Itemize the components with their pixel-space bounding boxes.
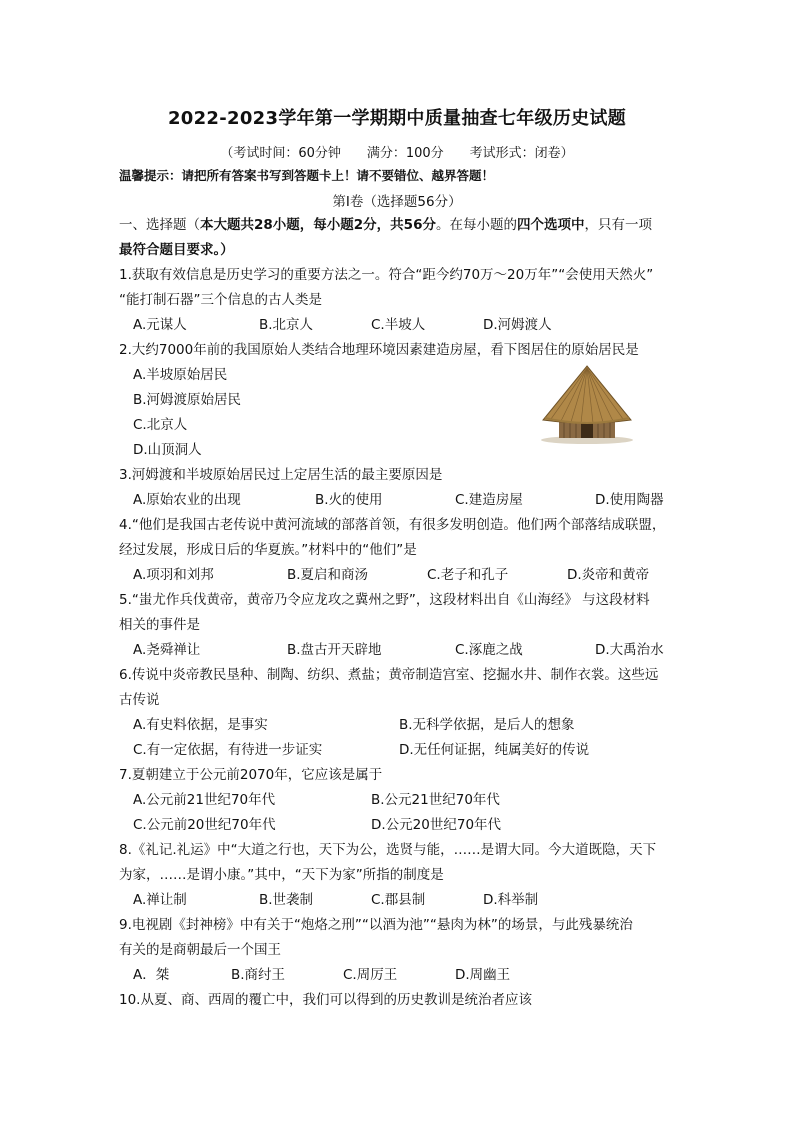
q3-option-b: B.火的使用	[315, 492, 383, 508]
q7-option-d: D.公元20世纪70年代	[371, 817, 502, 833]
exam-title: 2022-2023学年第一学期期中质量抽查七年级历史试题	[167, 108, 627, 129]
q7-option-a: A.公元前21世纪70年代	[133, 792, 276, 808]
q2-option-c: C.北京人	[133, 417, 188, 433]
q5-option-b: B.盘古开天辟地	[287, 642, 382, 658]
q9-option-b: B.商纣王	[231, 967, 286, 983]
part-title: 第Ⅰ卷（选择题56分）	[332, 194, 462, 210]
section-heading-e: ，只有一项	[584, 217, 652, 233]
q3-option-a: A.原始农业的出现	[133, 492, 241, 508]
q7-option-c: C.公元前20世纪70年代	[133, 817, 276, 833]
section-heading-b: 本大题共28小题，每小题2分，共56分	[200, 217, 436, 233]
q5-option-c: C.涿鹿之战	[455, 642, 523, 658]
q8-stem-line1: 8.《礼记.礼运》中“大道之行也，天下为公，选贤与能，……是谓大同。今大道既隐，天下	[119, 842, 657, 858]
q9-stem-line2: 有关的是商朝最后一个国王	[119, 942, 281, 958]
q9-option-d: D.周幽王	[455, 967, 511, 983]
q2-stem: 2.大约7000年前的我国原始人类结合地理环境因素建造房屋，看下图居住的原始居民是	[119, 342, 639, 358]
q5-option-a: A.尧舜禅让	[133, 642, 201, 658]
q4-option-c: C.老子和孔子	[427, 567, 509, 583]
q6-option-d: D.无任何证据，纯属美好的传说	[399, 742, 590, 758]
q6-stem-line2: 古传说	[119, 692, 160, 708]
q6-option-b: B.无科学依据，是后人的想象	[399, 717, 575, 733]
q9-stem-line1: 9.电视剧《封神榜》中有关于“炮烙之刑”“以酒为池”“悬肉为林”的场景，与此残暴统治	[119, 917, 633, 933]
section-heading-line2: 最符合题目要求。）	[119, 242, 234, 258]
q1-option-a: A.元谋人	[133, 317, 187, 333]
section-heading	[119, 216, 652, 234]
q6-option-c: C.有一定依据，有待进一步证实	[133, 742, 323, 758]
q5-stem-line1: 5.“蚩尤作兵伐黄帝，黄帝乃令应龙攻之冀州之野”，这段材料出自《山海经》 与这段材料	[119, 592, 650, 608]
q9-option-c: C.周厉王	[343, 967, 398, 983]
q9-option-a: A．桀	[133, 967, 170, 983]
q7-stem: 7.夏朝建立于公元前2070年，它应该是属于	[119, 767, 383, 783]
thatched-hut-image	[537, 364, 637, 444]
q1-stem-line2: “能打制石器”三个信息的古人类是	[119, 292, 322, 308]
q1-option-c: C.半坡人	[371, 317, 426, 333]
section-heading-a: 一、选择题（	[119, 217, 200, 233]
q4-option-a: A.项羽和刘邦	[133, 567, 214, 583]
q2-option-d: D.山顶洞人	[133, 442, 202, 458]
exam-info: （考试时间：60分钟 满分：100分 考试形式：闭卷）	[220, 146, 574, 161]
q5-stem-line2: 相关的事件是	[119, 617, 200, 633]
q5-option-d: D.大禹治水	[595, 642, 664, 658]
q8-option-d: D.科举制	[483, 892, 539, 908]
q3-stem: 3.河姆渡和半坡原始居民过上定居生活的最主要原因是	[119, 467, 443, 483]
q4-option-d: D.炎帝和黄帝	[567, 567, 650, 583]
section-heading-c: 。在每小题的	[435, 217, 517, 233]
q1-option-d: D.河姆渡人	[483, 317, 552, 333]
q1-option-b: B.北京人	[259, 317, 314, 333]
q8-stem-line2: 为家，……是谓小康。”其中，“天下为家”所指的制度是	[119, 867, 444, 883]
q4-stem-line1: 4.“他们是我国古老传说中黄河流域的部落首领，有很多发明创造。他们两个部落结成联盟，	[119, 517, 666, 533]
q4-option-b: B.夏启和商汤	[287, 567, 369, 583]
q2-option-a: A.半坡原始居民	[133, 367, 228, 383]
q2-option-b: B.河姆渡原始居民	[133, 392, 242, 408]
q10-stem: 10.从夏、商、西周的覆亡中，我们可以得到的历史教训是统治者应该	[119, 992, 532, 1008]
q8-option-a: A.禅让制	[133, 892, 187, 908]
q8-option-b: B.世袭制	[259, 892, 314, 908]
q7-option-b: B.公元21世纪70年代	[371, 792, 500, 808]
q8-option-c: C.郡县制	[371, 892, 426, 908]
exam-notice: 温馨提示：请把所有答案书写到答题卡上！请不要错位、越界答题！	[119, 168, 495, 183]
q3-option-c: C.建造房屋	[455, 492, 523, 508]
section-heading-d: 四个选项中	[516, 217, 585, 233]
q6-option-a: A.有史料依据，是事实	[133, 717, 268, 733]
q4-stem-line2: 经过发展，形成日后的华夏族。”材料中的“他们”是	[119, 542, 417, 558]
q6-stem-line1: 6.传说中炎帝教民垦种、制陶、纺织、煮盐；黄帝制造宫室、挖掘水井、制作衣裳。这些远	[119, 667, 659, 683]
q3-option-d: D.使用陶器	[595, 492, 664, 508]
q1-stem-line1: 1.获取有效信息是历史学习的重要方法之一。符合“距今约70万～20万年”“会使用天然火”	[119, 267, 654, 283]
